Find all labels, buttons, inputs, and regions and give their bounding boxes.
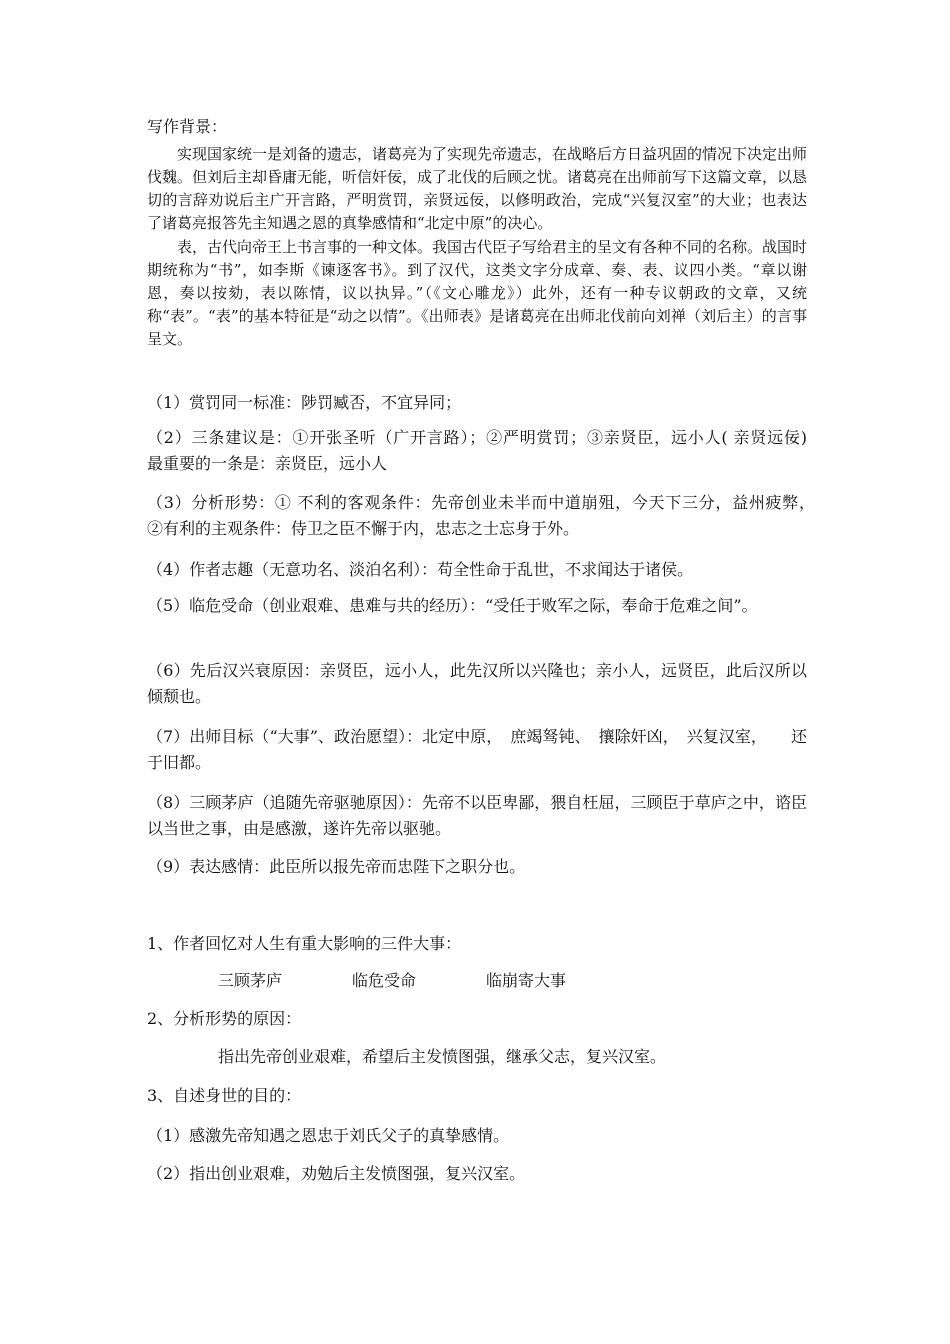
point-3: （3）分析形势：① 不利的客观条件：先帝创业未半而中道崩殂，今天下三分，益州疲弊， ②有利的主观条件：侍卫之臣不懈于内，忠志之士忘身于外。 <box>147 493 824 538</box>
point-7: （7）出师目标（“大事”、政治愿望）：北定中原， 庶竭驽钝、 攘除奸凶， 兴复汉室， 还于旧都。 <box>147 727 807 772</box>
section-2-title: 2、分析形势的原因： <box>147 1009 302 1028</box>
section-3-title: 3、自述身世的目的： <box>147 1086 302 1105</box>
background-paragraph-1: 实现国家统一是刘备的遗志，诸葛亮为了实现先帝遗志，在战略后方日益巩固的情况下决定出师伐魏。但刘后主却昏庸无能，听信奸佞，成了北伐的后顾之忧。诸葛亮在出师前写下这篇文章，以恳切的言辞劝说后主广开言路，严明赏罚，亲贤远佞，以修明政治，完成“兴复汉室”的大业；也表达了诸葛亮报答先主知遇之恩的真挚感情和“北定中原”的决心。 <box>147 145 808 232</box>
point-5: （5）临危受命（创业艰难、患难与共的经历）：“受任于败军之际，奉命于危难之间”。 <box>147 596 758 615</box>
point-9: （9）表达感情：此臣所以报先帝而忠陛下之职分也。 <box>147 857 526 876</box>
section-3-item-1: （1）感激先帝知遇之恩忠于刘氏父子的真挚感情。 <box>147 1126 510 1145</box>
event-3: 临崩寄大事 <box>486 971 567 990</box>
background-paragraph-2: 表，古代向帝王上书言事的一种文体。我国古代臣子写给君主的呈文有各种不同的名称。战国时期统称为“书”，如李斯《谏逐客书》。到了汉代，这类文字分成章、奏、表、议四小类。“章以谢恩，奏以按劾，表以陈情，议以执异。”（《文心雕龙》）此外，还有一种专议朝政的文章，又统称“表”。“表”的基本特征是“动之以情”。《出师表》是诸葛亮在出师北伐前向刘禅（刘后主）的言事呈文。 <box>147 238 808 348</box>
section-3-item-2: （2）指出创业艰难，劝勉后主发愤图强，复兴汉室。 <box>147 1164 526 1183</box>
section-2-text: 指出先帝创业艰难，希望后主发愤图强，继承父志，复兴汉室。 <box>218 1047 667 1066</box>
point-1: （1）赏罚同一标准：陟罚臧否，不宜异同； <box>147 393 462 412</box>
event-2: 临危受命 <box>352 971 417 990</box>
point-2: （2）三条建议是：①开张圣听（广开言路）；②严明赏罚；③亲贤臣，远小人( 亲贤远佞) 最重要的一条是：亲贤臣，远小人 <box>147 428 840 473</box>
point-6: （6）先后汉兴衰原因：亲贤臣，远小人，此先汉所以兴隆也；亲小人，远贤臣，此后汉所以倾颓也。 <box>147 661 807 706</box>
event-1: 三顾茅庐 <box>218 971 283 990</box>
point-4: （4）作者志趣（无意功名、淡泊名利）：苟全性命于乱世，不求闻达于诸侯。 <box>147 560 694 579</box>
section-1-title: 1、作者回忆对人生有重大影响的三件大事： <box>147 934 462 953</box>
background-title: 写作背景： <box>147 117 228 136</box>
point-8: （8）三顾茅庐（追随先帝驱驰原因）：先帝不以臣卑鄙，猥自枉屈，三顾臣于草庐之中，谘臣以当世之事，由是感激，遂许先帝以驱驰。 <box>147 793 807 838</box>
